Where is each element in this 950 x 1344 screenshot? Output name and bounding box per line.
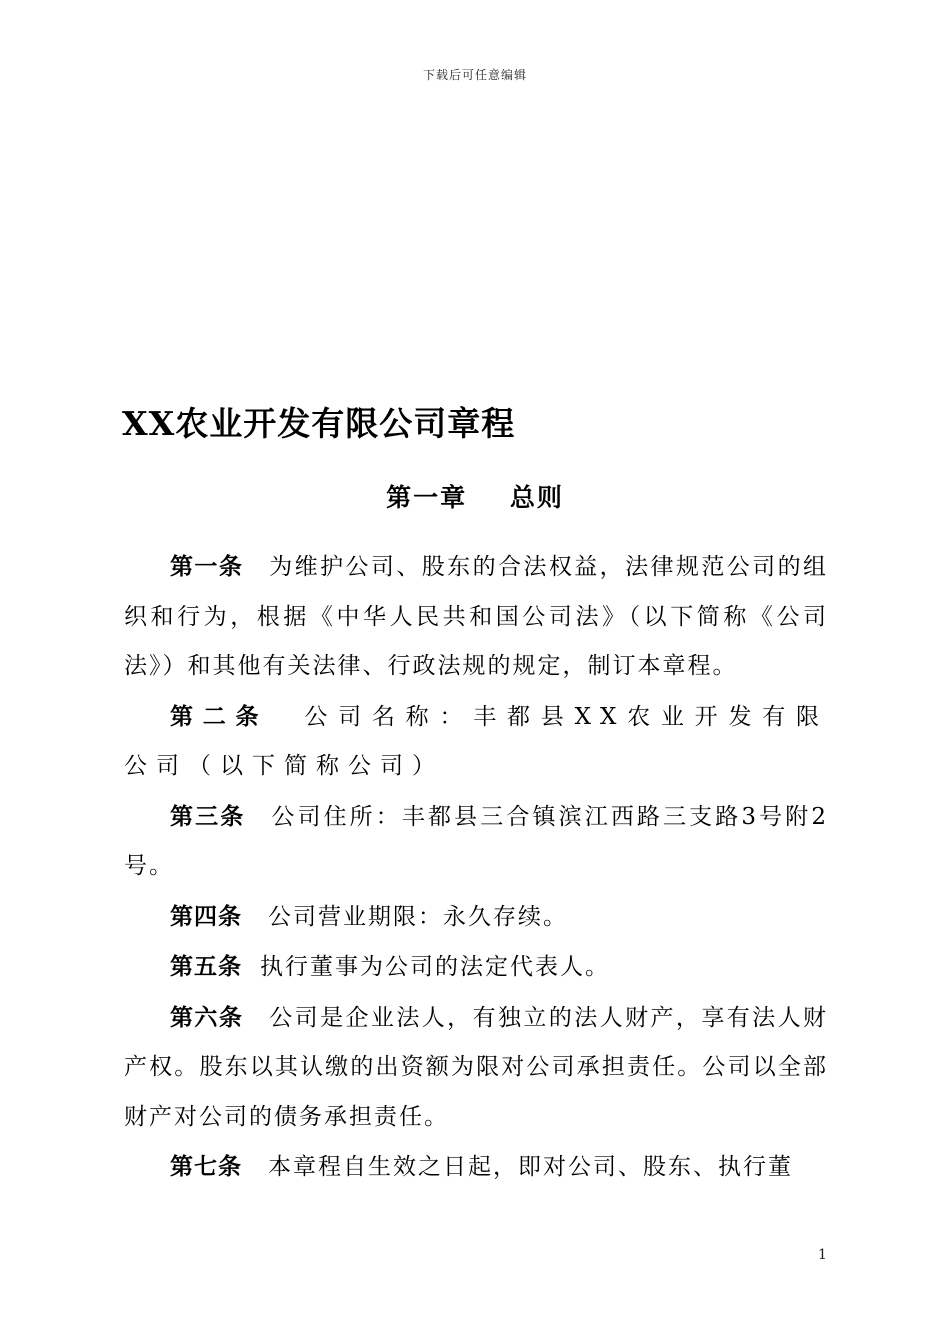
article-label: 第四条: [170, 902, 242, 930]
article-4: [124, 892, 828, 943]
article-label: 第六条: [170, 1003, 244, 1031]
chapter-title: 第一章 总则: [386, 483, 564, 512]
article-text: 本章程自生效之日起，即对公司、股东、执行董: [268, 1154, 793, 1180]
article-3: [124, 792, 828, 892]
article-label: 第三条: [170, 802, 246, 830]
article-6: [124, 993, 828, 1143]
article-label: 第一条: [170, 553, 244, 580]
article-7: [124, 1142, 828, 1193]
article-1: [124, 542, 828, 692]
document-body: [124, 542, 828, 1193]
article-text: 公司名称：丰都县XX农业开发有限公司（以下简称公司）: [124, 703, 829, 779]
header-note: 下载后可任意编辑: [422, 68, 527, 82]
article-text: 执行董事为公司的法定代表人。: [260, 954, 610, 980]
article-2: [124, 692, 828, 792]
article-text: 公司是企业法人，有独立的法人财产，享有法人财产权。股东以其认缴的出资额为限对公司承担责任。公司以全部财产对公司的债务承担责任。: [124, 1004, 828, 1130]
article-text: 为维护公司、股东的合法权益，法律规范公司的组织和行为，根据《中华人民共和国公司法》（以下简称《公司法》）和其他有关法律、行政法规的规定，制订本章程。: [124, 554, 828, 679]
document-title: XX农业开发有限公司章程: [122, 404, 516, 443]
article-text: 公司住所：丰都县三合镇滨江西路三支路3号附2号。: [124, 803, 828, 879]
article-label: 第五条: [170, 953, 242, 980]
article-5: [124, 942, 828, 993]
article-label: 第七条: [170, 1153, 242, 1180]
article-label: 第二条: [170, 702, 269, 730]
article-text: 公司营业期限：永久存续。: [268, 903, 568, 930]
page-number: 1: [818, 1247, 827, 1263]
